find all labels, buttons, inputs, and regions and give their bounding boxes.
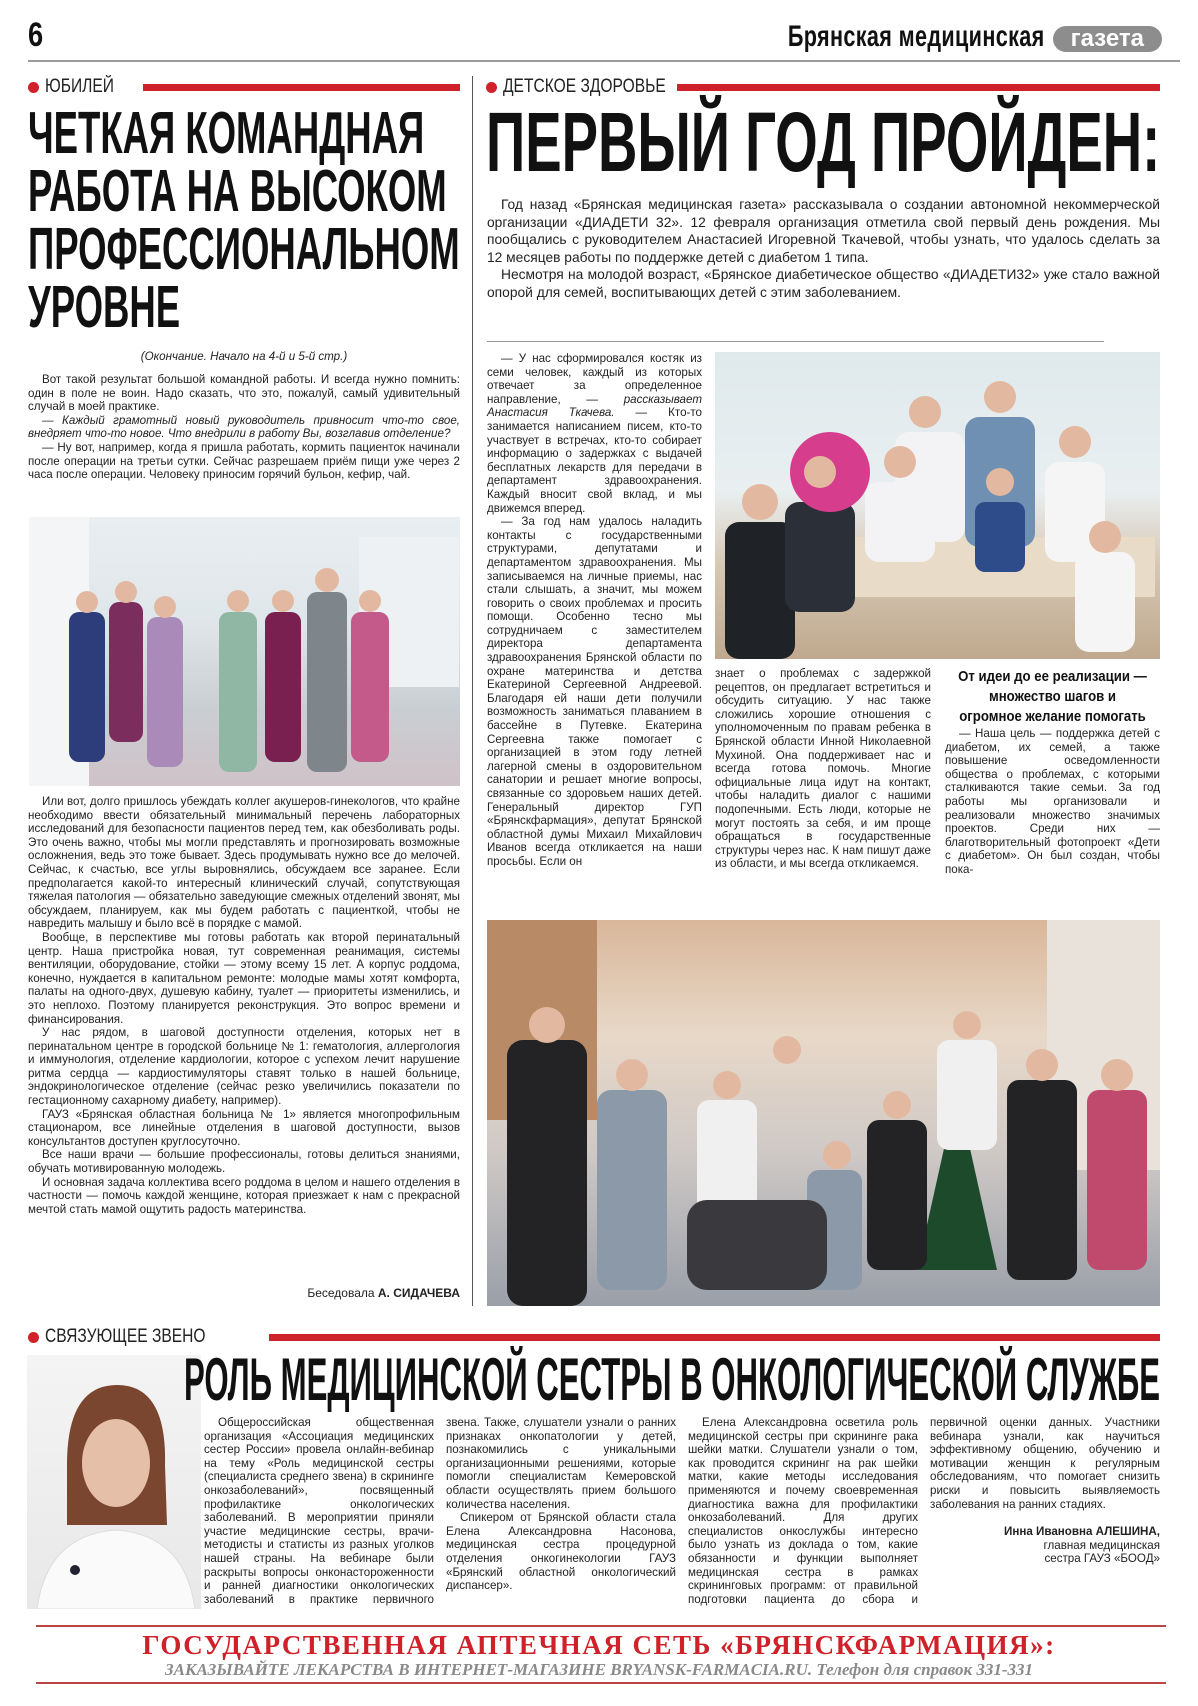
page-number: 6 — [28, 16, 44, 54]
text-segment: — Наша цель — поддержка детей с диабетом, их семей, а также повышение осведомленности общества о проблемах, с которыми сталкиваются такие семьи. За год работы мы организовали и реализовали множество значимых проектов. Среди них — благотворительный фотопроект «Дети с диабетом». Он был создан, чтобы пока- — [945, 727, 1160, 876]
group-scene — [487, 920, 1160, 1306]
text-segment: — Кто-то занимается написанием писем, кто-то участвует в встречах, кто-то собирает информацию о задержках с выдачей бесплатных лекарств для передачи в департамент здравоохранения. Каждый вносит свой вклад, и мы движемся вперед. — [487, 406, 702, 515]
rubric-label: ДЕТСКОЕ ЗДОРОВЬЕ — [503, 76, 666, 97]
text-segment: Общероссийская общественная организация «Ассоциация медицинских сестер России» провела онлайн-вебинар на тему «Роль медицинской сестры (специалиста среднего звена) в скрининге онкозаболеваний», посвященный профилактике онкологических заболеваний. В мероприятии приняли участие медицинские сестры, врачи-методисты и статисты из разных уголков нашей страны. На вебинаре были раскрыты вопросы онконастороженности и ранней диагностики онкологических заболеваний в практике первичного звена. Также, слушатели узнали о ранних признаках онкопатологии у детей, познакомились с уникальными организационными решениями, которые помогли специалистам Кемеровской области осуществлять прием большого количества населения. — [204, 1416, 676, 1606]
paragraph — [487, 196, 1160, 266]
table-scene — [715, 352, 1160, 659]
text-segment: Елена Александровна осветила роль медицинской сестры при скрининге рака шейки матки. Слушатели узнали о том, как проводится скрининг на рак шейки матки, какие методы исследования применяются и почему своевременная диагностика важна для профилактики онкозаболеваний. Для других специалистов онкослужбы интересно было узнать из доклада о том, какие обязанности и функции выполняет медицинская сестра в рамках скрининговых программ: от правильной подготовки пациента до сбора и первичной оценки данных. Участники вебинара узнали, как научиться эффективному общению, обучению и мотивации женщин к регулярным обследованиям, что помогает снизить риски и повысить выявляемость заболевания на ранних стадиях. — [688, 1416, 1160, 1606]
signature-title-line2: сестра ГАУЗ «БООД» — [1044, 1552, 1160, 1566]
bottom-headline — [184, 1346, 1161, 1413]
continuation-note: (Окончание. Начало на 4-й и 5-й стр.) — [140, 350, 348, 363]
text-segment: Несмотря на молодой возраст, «Брянское диабетическое общество «ДИАДЕТИ32» уже стало важной опорой для семей, воспитывающих детей с этим заболеванием. — [487, 267, 1160, 300]
text-segment: Или вот, долго пришлось убеждать коллег акушеров-гинекологов, что крайне необходимо ввести обязательный минимальный перечень лабораторных исследований для безопасности пациентов перед тем, как обезболивать роды. Это очень важно, чтобы мы могли представлять и прогнозировать возможные осложнения, ведь это тоже бывает. Здесь продумывать нужно все до мелочей. Сейчас, к счастью, все углы выровнялись, обсуждаем все заранее. Если предполагается какой-то интересный клинический случай, сопутствующая тяжелая патология — обязательно заведующие смежных отделений звонят, мы обсуждаем, планируем, как мы будем работать с пациенткой, чтобы не навредить малышу и было всё в порядке с мамой. — [28, 795, 460, 931]
paragraph — [28, 1176, 460, 1217]
rubric-jubilee — [28, 76, 460, 98]
left-headline-text — [28, 100, 460, 340]
byline-author: А. СИДАЧЕВА — [377, 1286, 460, 1300]
signature-name: Инна Ивановна АЛЕШИНА, — [1004, 1525, 1160, 1539]
paragraph — [28, 931, 460, 1026]
intro-rule — [487, 341, 1104, 342]
group-of-children-with-gifts-photo — [487, 920, 1160, 1306]
children-and-volunteers-at-table-photo — [715, 352, 1160, 659]
text-segment: знает о проблемах с задержкой рецептов, он предлагает встретиться и обсудить ситуацию. У нас также сложились хорошие отношения с уполномоченным по правам ребенка в Брянской области Инной Николаевной Мухиной. Она поддерживает нас и всегда готова помочь. Многие официальные лица идут на контакт, чтобы наладить диалог с нашими подопечными. Есть люди, которые не могут постоять за себя, и им проще обращаться в государственные структуры через нас. К нам пишут даже из области, и мы всегда откликаемся. — [715, 667, 931, 871]
paragraph — [28, 1148, 460, 1175]
rubric-bar — [143, 84, 460, 91]
paragraph — [945, 727, 1160, 877]
text-segment: Год назад «Брянская медицинская газета» рассказывала о создании автономной некоммерческой организации «ДИАДЕТИ 32». 12 февраля организация отметила свой первый день рождения. Мы пообщались с руководителем Анастасией Игоревной Ткачевой, чтобы узнать, что удалось сделать за 12 месяцев работы по поддержке детей с диабетом 1 типа. — [487, 197, 1160, 265]
footer-pharmacy-link[interactable]: ЗАКАЗЫВАЙТЕ ЛЕКАРСТВА В ИНТЕРНЕТ-МАГАЗИНЕ BRYANSK-FARMACIA.RU. Телефон для справок 331-331 — [164, 1660, 1034, 1679]
bottom-headline-text: РОЛЬ МЕДИЦИНСКОЙ СЕСТРЫ В ОНКОЛОГИЧЕСКОЙ СЛУЖБЕ — [184, 1346, 1161, 1413]
footer-rule-top — [36, 1625, 1166, 1627]
right-column-1 — [487, 352, 702, 869]
text-segment: — Каждый грамотный новый руководитель привносит что-то свое, внедряет что-то новое. Что внедрили в работу Вы, возглавив отделение? — [28, 413, 460, 441]
portrait-of-author-photo — [27, 1355, 201, 1609]
paragraph — [28, 1108, 460, 1149]
byline — [307, 1286, 460, 1300]
newspaper-title: Брянская медицинская — [787, 20, 1045, 53]
paragraph — [28, 1026, 460, 1108]
bullet-icon — [486, 82, 497, 93]
paragraph — [28, 414, 460, 441]
paragraph — [715, 667, 931, 871]
footer-pharmacy-title: ГОСУДАРСТВЕННАЯ АПТЕЧНАЯ СЕТЬ «БРЯНСКФАРМАЦИЯ»: — [142, 1630, 1056, 1660]
text-segment: Вообще, в перспективе мы готовы работать как второй перинатальный центр. Наша пристройка новая, тут современная реанимация, системы вентиляции, оборудование, стойки — этому всему 15 лет. А корпус роддома, конечно, нуждается в капитальном ремонте: молодые мамы хотят комфорта, палаты на одного-двух, душевую кабину, туалет — приоритеты изменились, и это неплохо. Поэтому планируется реконструкция. Это вопрос времени и финансирования. — [28, 930, 460, 1026]
left-text-bottom — [28, 795, 460, 1216]
bullet-icon — [28, 1332, 39, 1343]
footer-rule-bottom — [36, 1682, 1166, 1684]
team-of-medical-staff-photo — [29, 517, 460, 786]
paragraph — [446, 1511, 676, 1593]
text-segment: рассказывает Анастасия Ткачева. — [487, 392, 702, 420]
text-segment: — Ну вот, например, когда я пришла работать, кормить пациенток начинали после операции на третьи сутки. Сейчас разрешаем приём пищи уже через 2 часа после операции. Человеку приносим горячий бульон, кефир, чай. — [28, 440, 460, 482]
paragraph — [487, 515, 702, 868]
subheading: От идеи до ее реализации — множество шагов и огромное желание помогать — [958, 668, 1147, 725]
portrait-figure — [27, 1355, 201, 1609]
bottom-paragraphs — [204, 1416, 1160, 1611]
right-headline — [486, 95, 1161, 189]
right-headline-text: ПЕРВЫЙ ГОД ПРОЙДЕН: — [486, 95, 1161, 189]
headline-line: УРОВНЕ — [28, 274, 181, 340]
right-column-3 — [945, 667, 1160, 877]
rubric-label: СВЯЗУЮЩЕЕ ЗВЕНО — [45, 1326, 206, 1347]
headline-line: ПРОФЕССИОНАЛЬНОМ — [28, 216, 460, 282]
left-headline — [28, 100, 460, 340]
text-segment: У нас рядом, в шаговой доступности отделения, которых нет в перинатальном центре в городской больнице № 1: гематология, аллергология и иммунология, отделение кардиологии, которое с успехом лечит нарушение ритма сердца — кардиостимуляторы ставят только в нашей больнице, эндокринологическое отделение (сейчас резко увеличились показатели по гестационному сахарному диабету, например). — [28, 1026, 460, 1108]
paragraph — [28, 795, 460, 931]
paragraph — [688, 1416, 1160, 1611]
text-segment: — У нас сформировался костяк из семи человек, каждый из которых отвечает за определенное направление, — — [487, 352, 702, 406]
right-column-3-text — [945, 727, 1160, 877]
staff-silhouettes — [29, 517, 460, 786]
text-segment: Спикером от Брянской области стала Елена Александровна Насонова, медицинская сестра процедурной отделения онкогинекологии ГАУЗ «Брянский областной онкологический диспансер». — [446, 1511, 676, 1593]
signature-title-line1: главная медицинская — [1043, 1538, 1160, 1552]
text-segment: Вот такой результат большой командной работы. И всегда нужно помнить: один в поле не воин. Надо сказать, что это, пожалуй, самый удивительный случай в моей практике. — [28, 373, 460, 414]
paragraph — [487, 352, 702, 515]
paragraph — [487, 266, 1160, 301]
text-segment: Все наши врачи — большие профессионалы, готовы делиться знаниями, обучать мотивированную молодежь. — [28, 1148, 460, 1176]
byline-prefix: Беседовала — [307, 1286, 375, 1300]
text-segment: ГАУЗ «Брянская областная больница № 1» является многопрофильным стационаром, все линейные отделения в шаговой доступности, вызов консультантов доступен круглосуточно. — [28, 1107, 460, 1148]
right-column-2 — [715, 667, 931, 871]
rubric-bar — [269, 1334, 1160, 1341]
headline-line: РАБОТА НА ВЫСОКОМ — [28, 158, 447, 224]
left-text-top — [28, 373, 460, 482]
paragraph — [28, 441, 460, 482]
header-rule — [28, 60, 1180, 62]
signature — [930, 1525, 1160, 1566]
right-intro — [487, 196, 1160, 302]
column-divider — [472, 76, 473, 1306]
paragraph — [28, 373, 460, 414]
bullet-icon — [28, 82, 39, 93]
text-segment: — За год нам удалось наладить контакты с государственными структурами, депутатами и департаментом здравоохранения. Мы записываемся на личные приемы, нас стали слышать, а значит, мы можем говорить о своих проблемах и просить помощи. Особенно тесно мы сотрудничаем с заместителем директора департамента здравоохранения Брянской области по охране материнства и детства Екатериной Сергеевной Андреевой. Благодаря ей наши дети получили возможность заниматься плаванием в бассейне в Путевке. Екатерина Сергеевна также помогает с организацией в этом году летней лагерной смены в оздоровительном санатории и решает многие вопросы, связанные со здоровьем наших детей. Генеральный директор ГУП «Брянскфармация», депутат Брянской областной думы Михаил Михайлович Иванов всегда откликается на наши просьбы. Если он — [487, 515, 702, 868]
text-segment: И основная задача коллектива всего роддома в целом и нашего отделения в частности — помочь каждой женщине, которая приезжает к нам с прекрасной мечтой стать мамой ощутить радость материнства. — [28, 1175, 460, 1216]
newspaper-badge: газета — [1053, 26, 1162, 52]
headline-line: ЧЕТКАЯ КОМАНДНАЯ — [28, 100, 425, 166]
rubric-connecting-link — [28, 1326, 1160, 1348]
masthead — [688, 20, 1162, 54]
bottom-text — [204, 1416, 1160, 1611]
rubric-bar — [677, 84, 1160, 91]
rubric-label: ЮБИЛЕЙ — [45, 76, 114, 97]
